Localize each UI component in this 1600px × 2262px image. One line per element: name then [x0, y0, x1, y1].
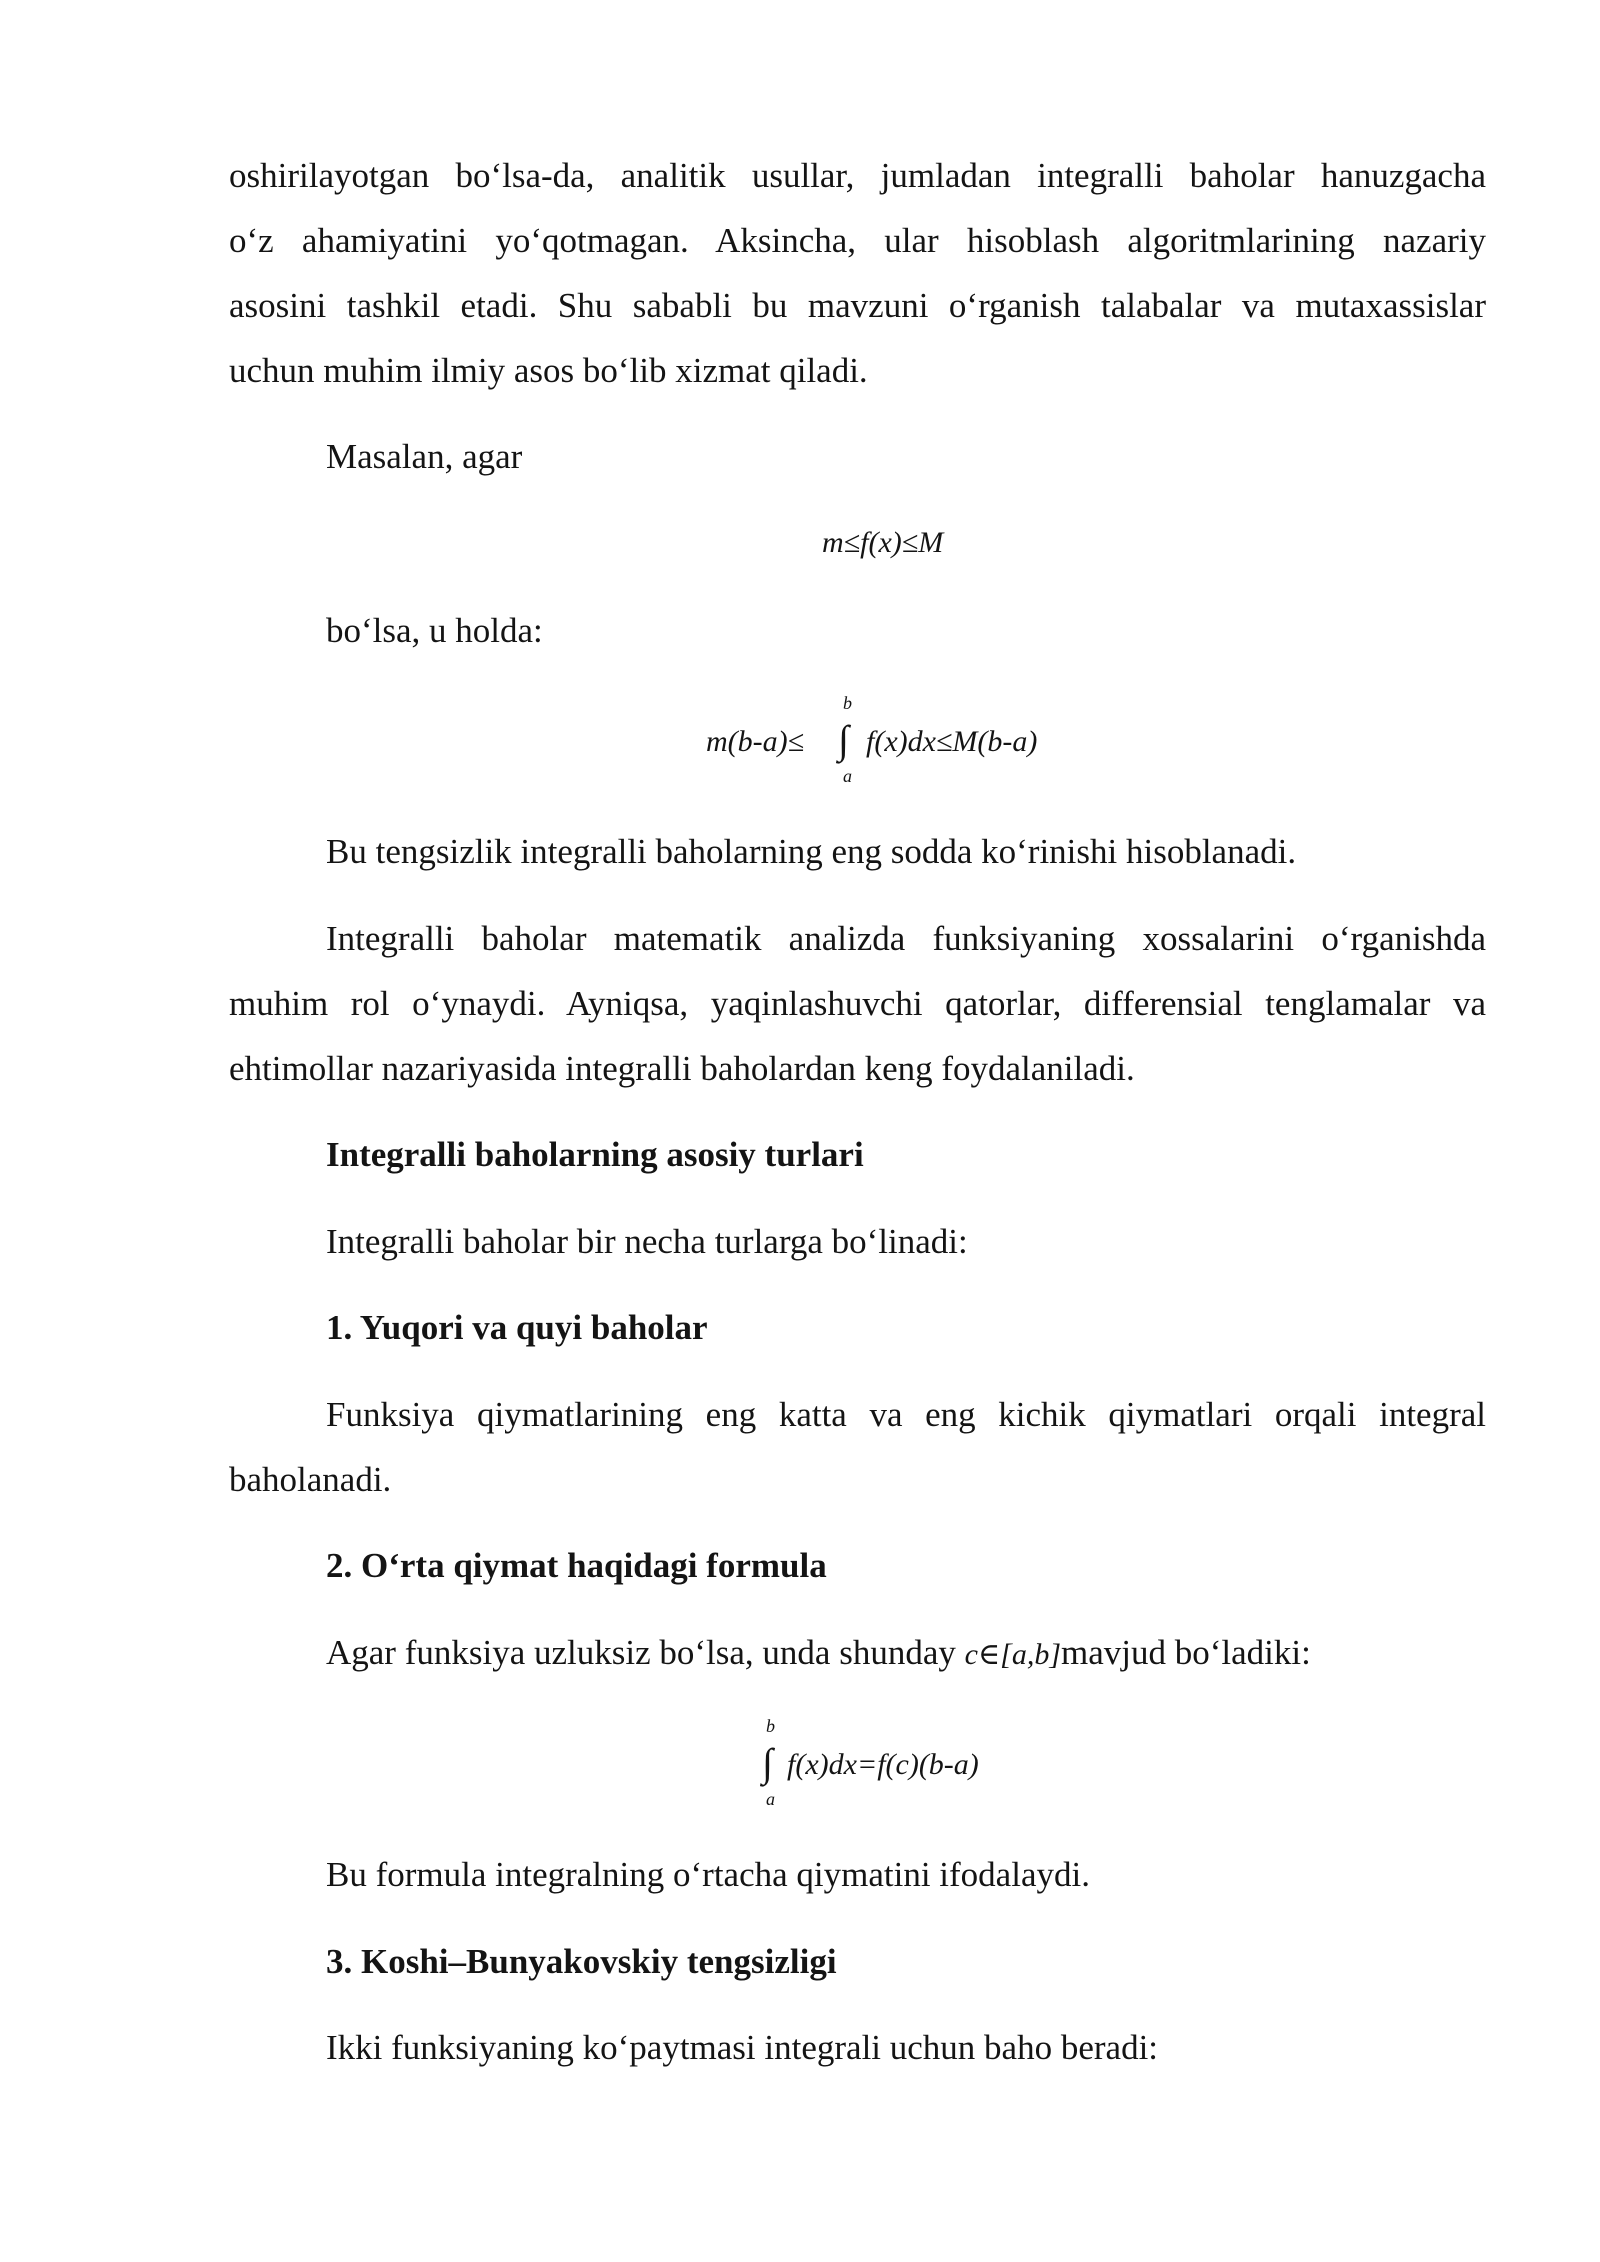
paragraph-line: Bu formula integralning o‘rtacha qiymatini ifodalaydi. — [326, 1855, 1090, 1894]
masalan-text: Masalan, agar — [326, 437, 523, 476]
subsection-heading: 3. Koshi–Bunyakovskiy tengsizligi — [326, 1942, 837, 1981]
formula-bounds: m≤f(x)≤M — [822, 526, 944, 559]
paragraph-line: muhim rol o‘ynaydi. Ayniqsa, yaqinlashuvchi qatorlar, differensial tenglamalar va — [229, 984, 1486, 1023]
paragraph-line: uchun muhim ilmiy asos bo‘lib xizmat qiladi. — [229, 351, 868, 390]
mean-value-statement — [326, 1631, 1486, 1677]
section-heading: Integralli baholarning asosiy turlari — [326, 1135, 864, 1174]
paragraph-line: baholanadi. — [229, 1460, 392, 1499]
statement-prefix: Agar funksiya uzluksiz bo‘lsa, unda shunday — [326, 1633, 965, 1672]
integral-upper-limit: b — [766, 1716, 775, 1736]
integral-upper-limit: b — [843, 693, 852, 713]
paragraph-line: asosini tashkil etadi. Shu sababli bu mavzuni o‘rganish talabalar va mutaxassislar — [229, 286, 1486, 325]
paragraph-line: ehtimollar nazariyasida integralli baholardan keng foydalaniladi. — [229, 1049, 1135, 1088]
types-intro-text: Integralli baholar bir necha turlarga bo‘linadi: — [326, 1222, 968, 1261]
integral-sign: ∫ — [838, 717, 849, 762]
subsection-heading: 2. O‘rta qiymat haqidagi formula — [326, 1546, 827, 1585]
paragraph-line: Bu tengsizlik integralli baholarning eng sodda ko‘rinishi hisoblanadi. — [326, 832, 1297, 871]
inline-formula: c∈[a,b] — [964, 1638, 1061, 1671]
paragraph-line: Funksiya qiymatlarining eng katta va eng kichik qiymatlari orqali integral — [326, 1395, 1486, 1434]
paragraph-line: Ikki funksiyaning ko‘paytmasi integrali uchun baho beradi: — [326, 2028, 1159, 2067]
statement-suffix: mavjud bo‘ladiki: — [1061, 1633, 1311, 1672]
formula-right-part: f(x)dx≤M(b-a) — [866, 725, 1038, 758]
integral-lower-limit: a — [843, 766, 852, 786]
formula-left-part: m(b-a)≤ — [706, 725, 805, 758]
integral-sign: ∫ — [762, 1740, 773, 1785]
bolsa-holda-text: bo‘lsa, u holda: — [326, 611, 543, 650]
paragraph-line: oshirilayotgan bo‘lsa-da, analitik usullar, jumladan integralli baholar hanuzgacha — [229, 156, 1486, 195]
paragraph-line: o‘z ahamiyatini yo‘qotmagan. Aksincha, ular hisoblash algoritmlarining nazariy — [229, 221, 1486, 260]
subsection-heading: 1. Yuqori va quyi baholar — [326, 1308, 708, 1347]
formula-right-part: f(x)dx=f(c)(b-a) — [787, 1748, 979, 1781]
integral-lower-limit: a — [766, 1789, 775, 1809]
paragraph-line: Integralli baholar matematik analizda funksiyaning xossalarini o‘rganishda — [326, 919, 1486, 958]
